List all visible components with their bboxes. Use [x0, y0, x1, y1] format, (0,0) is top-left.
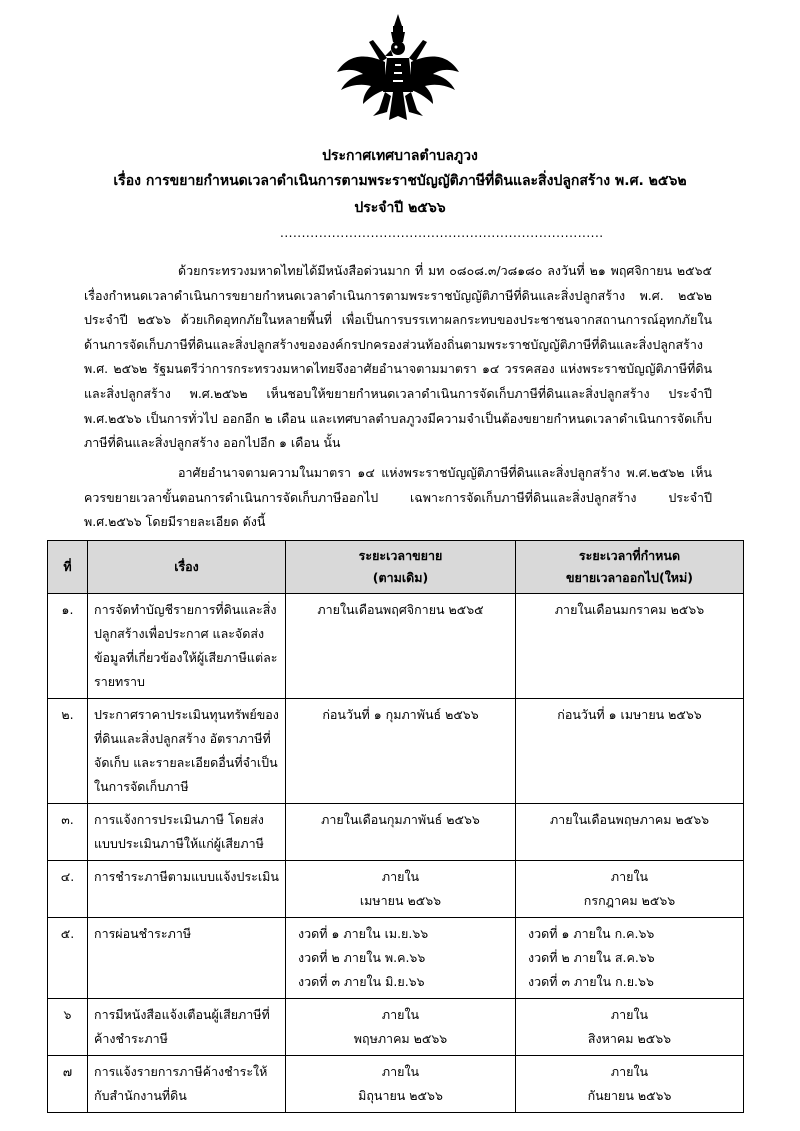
period-line: ก่อนวันที่ ๑ กุมภาพันธ์ ๒๕๖๖	[322, 707, 479, 722]
row-number: ๒.	[48, 699, 88, 804]
row-topic: การแจ้งการประเมินภาษี โดยส่งแบบประเมินภาษีให้แก่ผู้เสียภาษี	[88, 804, 286, 861]
announcement-title: ประกาศเทศบาลตำบลภูวง	[322, 148, 478, 164]
header-new-line1: ระยะเวลาที่กำหนด	[578, 548, 681, 563]
period-line: ภายใน	[381, 1007, 420, 1022]
installment-line: งวดที่ ๒ ภายใน พ.ค.๖๖	[298, 950, 426, 965]
installment-line: งวดที่ ๓ ภายใน มิ.ย.๖๖	[298, 974, 425, 989]
row-topic: การผ่อนชำระภาษี	[88, 918, 286, 999]
row-number: ๗	[48, 1056, 88, 1113]
period-line: ภายใน	[381, 869, 420, 884]
row-topic: การจัดทำบัญชีรายการที่ดินและสิ่งปลูกสร้างเพื่อประกาศ และจัดส่งข้อมูลที่เกี่ยวข้องให้ผู้เสียภาษีแต่ละรายทราบ	[88, 594, 286, 699]
row-topic: การแจ้งรายการภาษีค้างชำระให้กับสำนักงานที่ดิน	[88, 1056, 286, 1113]
row-new-period	[516, 999, 744, 1056]
garuda-emblem	[333, 12, 463, 124]
schedule-table	[47, 540, 744, 1113]
period-line: ภายใน	[610, 1007, 649, 1022]
row-original-period	[286, 804, 516, 861]
installment-line: งวดที่ ๑ ภายใน ก.ค.๖๖	[528, 926, 655, 941]
table-row	[48, 999, 744, 1056]
period-line: สิงหาคม ๒๕๖๖	[587, 1031, 672, 1046]
installment-line: งวดที่ ๓ ภายใน ก.ย.๖๖	[528, 974, 654, 989]
period-line: กันยายน ๒๕๖๖	[587, 1088, 672, 1103]
separator-line: ...........................................................................	[280, 226, 604, 240]
row-topic: ประกาศราคาประเมินทุนทรัพย์ของที่ดินและสิ่งปลูกสร้าง อัตราภาษีที่จัดเก็บ และรายละเอียดอื่นที่จำเป็น ในการจัดเก็บภาษี	[88, 699, 286, 804]
announcement-subject: เรื่อง การขยายกำหนดเวลาดำเนินการตามพระราชบัญญัติภาษีที่ดินและสิ่งปลูกสร้าง พ.ศ. ๒๕๖๒	[113, 173, 687, 189]
header-topic: เรื่อง	[88, 541, 286, 594]
installment-line: งวดที่ ๑ ภายใน เม.ย.๖๖	[298, 926, 429, 941]
row-new-period	[516, 1056, 744, 1113]
row-number: ๑.	[48, 594, 88, 699]
row-number: ๔.	[48, 861, 88, 918]
period-line: ภายในเดือนพฤษภาคม ๒๕๖๖	[549, 812, 710, 827]
row-original-period	[286, 918, 516, 999]
period-line: ก่อนวันที่ ๑ เมษายน ๒๕๖๖	[557, 707, 702, 722]
period-line: ภายในเดือนกุมภาพันธ์ ๒๕๖๖	[321, 812, 480, 827]
announcement-year: ประจำปี ๒๕๖๖	[354, 200, 446, 216]
period-line: ภายใน	[381, 1064, 420, 1079]
header-new-line2: ขยายเวลาออกไป(ใหม่)	[566, 570, 693, 585]
row-topic: การชำระภาษีตามแบบแจ้งประเมิน	[88, 861, 286, 918]
header-new-period	[516, 541, 744, 594]
table-row	[48, 804, 744, 861]
table-header-row	[48, 541, 744, 594]
row-original-period	[286, 699, 516, 804]
row-original-period	[286, 1056, 516, 1113]
header-num: ที่	[48, 541, 88, 594]
row-original-period	[286, 999, 516, 1056]
row-new-period	[516, 594, 744, 699]
row-new-period	[516, 804, 744, 861]
row-original-period	[286, 861, 516, 918]
table-row	[48, 699, 744, 804]
period-line: ภายใน	[610, 869, 649, 884]
header-original-period	[286, 541, 516, 594]
row-number: ๖	[48, 999, 88, 1056]
row-new-period	[516, 699, 744, 804]
table-row	[48, 861, 744, 918]
row-original-period	[286, 594, 516, 699]
row-topic: การมีหนังสือแจ้งเตือนผู้เสียภาษีที่ค้างชำระภาษี	[88, 999, 286, 1056]
row-number: ๕.	[48, 918, 88, 999]
header-original-line2: (ตามเดิม)	[372, 570, 429, 585]
body-paragraph-1: ด้วยกระทรวงมหาดไทยได้มีหนังสือด่วนมาก ที่ มท ๐๘๐๘.๓/ว๘๑๘๐ ลงวันที่ ๒๑ พฤศจิกายน ๒๕๖๕ เรื่องกำหนดเวลาดำเนินการขยายกำหนดเวลาดำเนินการตามพระราชบัญญัติภาษีที่ดินและสิ่งปลูกสร้าง พ.ศ. ๒๕๖๒ ประจำปี ๒๕๖๖ ด้วยเกิดอุทกภัยในหลายพื้นที่ เพื่อเป็นการบรรเทาผลกระทบของประชาชนจากสถานการณ์อุทกภัยในด้านการจัดเก็บภาษีที่ดินและสิ่งปลูกสร้างขององค์กรปกครองส่วนท้องถิ่นตามพระราชบัญญัติภาษีที่ดินและสิ่งปลูกสร้างพ.ศ. ๒๕๖๒ รัฐมนตรีว่าการกระทรวงมหาดไทยจึงอาศัยอำนาจตามมาตรา ๑๔ วรรคสอง แห่งพระราชบัญญัติภาษีที่ดินและสิ่งปลูกสร้าง พ.ศ.๒๕๖๒ เห็นชอบให้ขยายกำหนดเวลาดำเนินการจัดเก็บภาษีที่ดินและสิ่งปลูกสร้าง ประจำปี พ.ศ.๒๕๖๖ เป็นการทั่วไป ออกอีก ๒ เดือน และเทศบาลตำบลภูวงมีความจำเป็นต้องขยายกำหนดเวลาดำเนินการจัดเก็บภาษีที่ดินและสิ่งปลูกสร้าง ออกไปอีก ๑ เดือน นั้น	[84, 263, 712, 451]
table-row	[48, 918, 744, 999]
period-line: ภายใน	[610, 1064, 649, 1079]
period-line: มิถุนายน ๒๕๖๖	[358, 1088, 443, 1103]
period-line: ภายในเดือนพฤศจิกายน ๒๕๖๕	[317, 602, 484, 617]
period-line: ภายในเดือนมกราคม ๒๕๖๖	[554, 602, 705, 617]
period-line: กรกฎาคม ๒๕๖๖	[583, 893, 676, 908]
table-row	[48, 594, 744, 699]
row-new-period	[516, 861, 744, 918]
period-line: เมษายน ๒๕๖๖	[359, 893, 442, 908]
row-new-period	[516, 918, 744, 999]
table-row	[48, 1056, 744, 1113]
period-line: พฤษภาคม ๒๕๖๖	[353, 1031, 448, 1046]
row-number: ๓.	[48, 804, 88, 861]
header-original-line1: ระยะเวลาขยาย	[358, 548, 443, 563]
installment-line: งวดที่ ๒ ภายใน ส.ค.๖๖	[528, 950, 655, 965]
body-paragraph-2: อาศัยอำนาจตามความในมาตรา ๑๔ แห่งพระราชบัญญัติภาษีที่ดินและสิ่งปลูกสร้าง พ.ศ.๒๕๖๒ เห็นควรขยายเวลาขั้นตอนการดำเนินการจัดเก็บภาษีออกไป เฉพาะการจัดเก็บภาษีที่ดินและสิ่งปลูกสร้าง ประจำปี พ.ศ.๒๕๖๖ โดยมีรายละเอียด ดังนี้	[84, 465, 712, 530]
